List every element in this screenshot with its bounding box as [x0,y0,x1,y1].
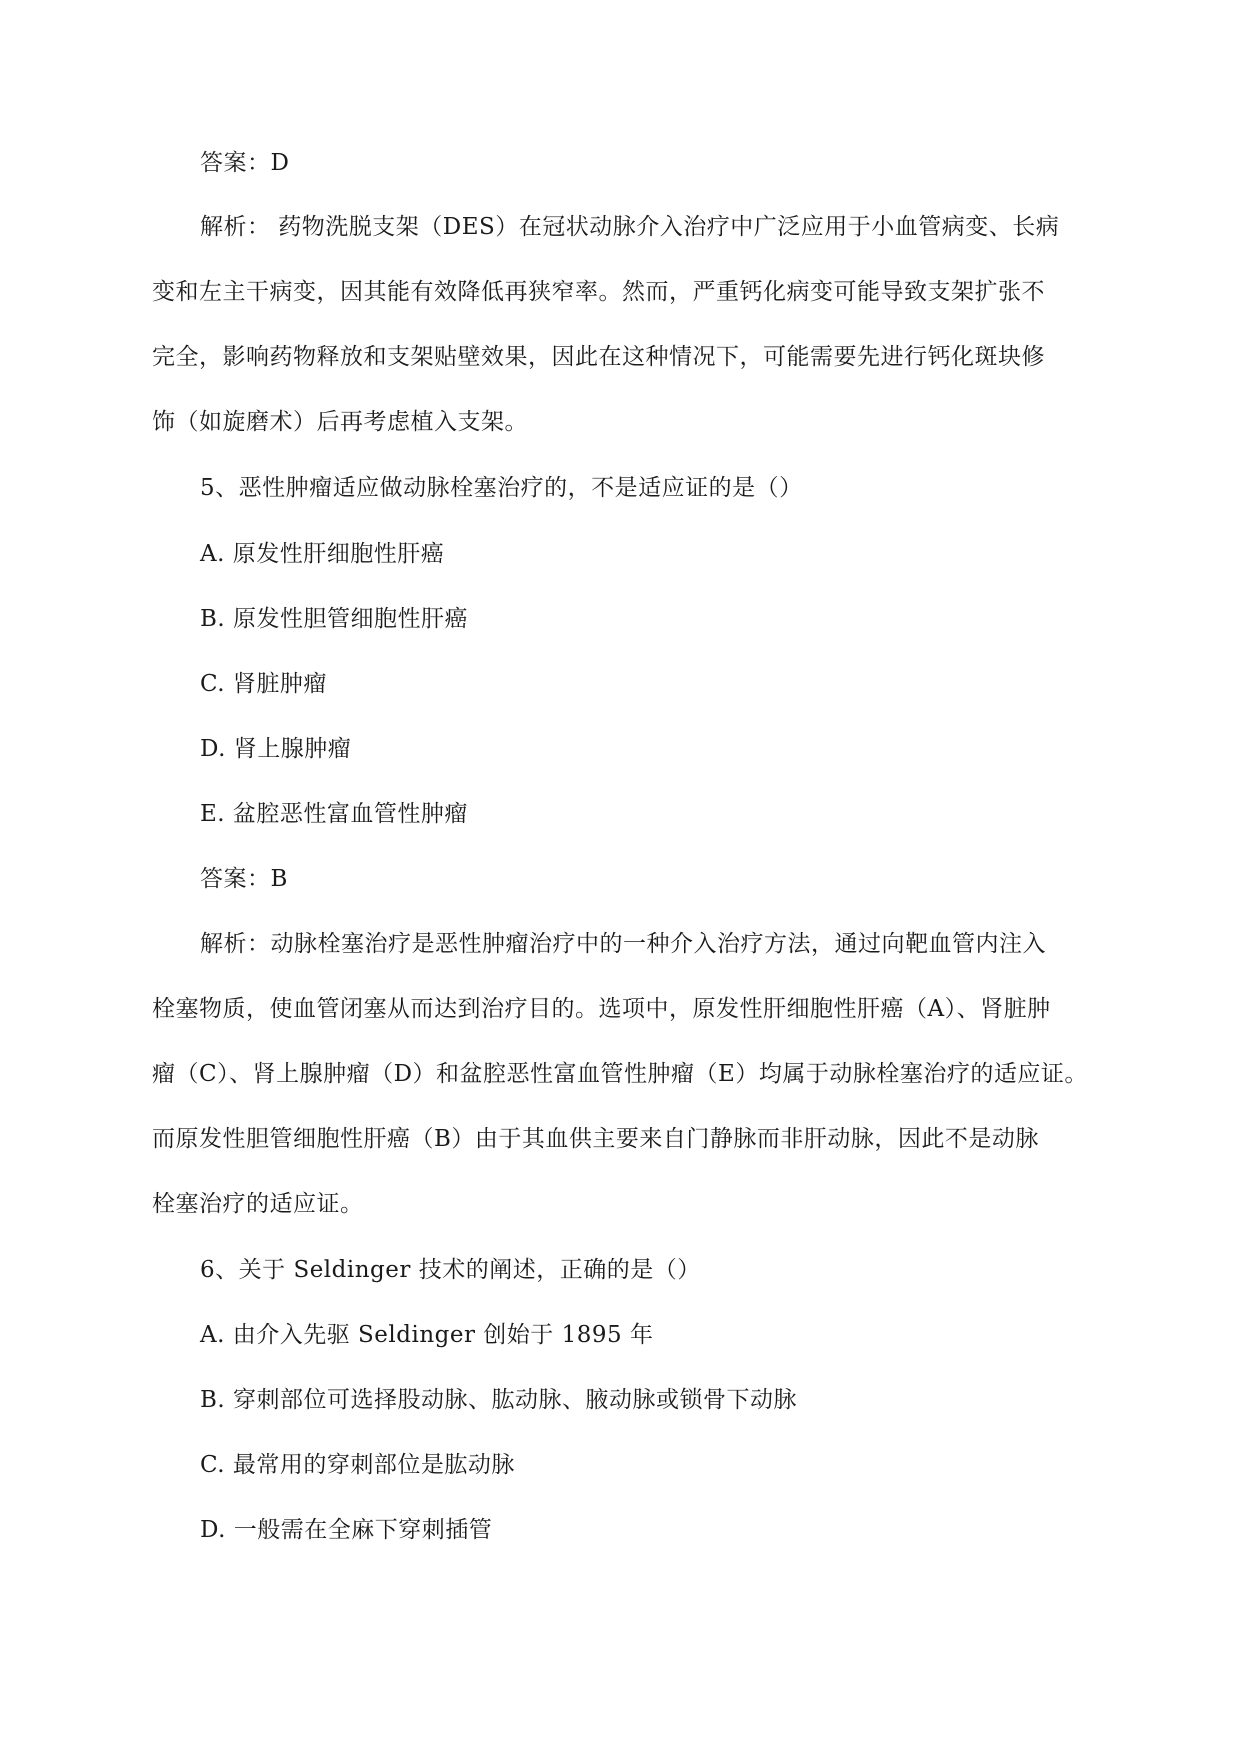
q4-analysis-line-4: 饰（如旋磨术）后再考虑植入支架。 [152,409,528,435]
q6-option-b: B. 穿刺部位可选择股动脉、肱动脉、腋动脉或锁骨下动脉 [200,1387,798,1413]
q5-analysis-line-5: 栓塞治疗的适应证。 [152,1191,364,1217]
q5-option-d: D. 肾上腺肿瘤 [200,736,352,762]
q6-question: 6、关于 Seldinger 技术的阐述，正确的是（） [200,1257,701,1283]
q5-question: 5、恶性肿瘤适应做动脉栓塞治疗的，不是适应证的是（） [200,475,803,501]
q5-analysis-line-3: 瘤（C）、肾上腺肿瘤（D）和盆腔恶性富血管性肿瘤（E）均属于动脉栓塞治疗的适应证。 [152,1061,1088,1087]
q5-option-e: E. 盆腔恶性富血管性肿瘤 [200,801,468,827]
q5-analysis-line-1: 解析：动脉栓塞治疗是恶性肿瘤治疗中的一种介入治疗方法，通过向靶血管内注入 [200,931,1046,957]
q5-answer: 答案：B [200,866,288,892]
q4-analysis-line-3: 完全，影响药物释放和支架贴壁效果，因此在这种情况下，可能需要先进行钙化斑块修 [152,344,1045,370]
q4-analysis-line-1: 解析： 药物洗脱支架（DES）在冠状动脉介入治疗中广泛应用于小血管病变、长病 [200,214,1060,240]
q4-answer: 答案：D [200,150,290,176]
q5-analysis-line-4: 而原发性胆管细胞性肝癌（B）由于其血供主要来自门静脉而非肝动脉，因此不是动脉 [152,1126,1039,1152]
q4-analysis-line-2: 变和左主干病变，因其能有效降低再狭窄率。然而，严重钙化病变可能导致支架扩张不 [152,279,1045,305]
q5-option-c: C. 肾脏肿瘤 [200,671,327,697]
q5-option-b: B. 原发性胆管细胞性肝癌 [200,606,469,632]
q5-option-a: A. 原发性肝细胞性肝癌 [200,541,445,567]
q6-option-c: C. 最常用的穿刺部位是肱动脉 [200,1452,515,1478]
q5-analysis-line-2: 栓塞物质，使血管闭塞从而达到治疗目的。选项中，原发性肝细胞性肝癌（A）、肾脏肿 [152,996,1051,1022]
q6-option-d: D. 一般需在全麻下穿刺插管 [200,1517,493,1543]
q6-option-a: A. 由介入先驱 Seldinger 创始于 1895 年 [200,1322,654,1348]
